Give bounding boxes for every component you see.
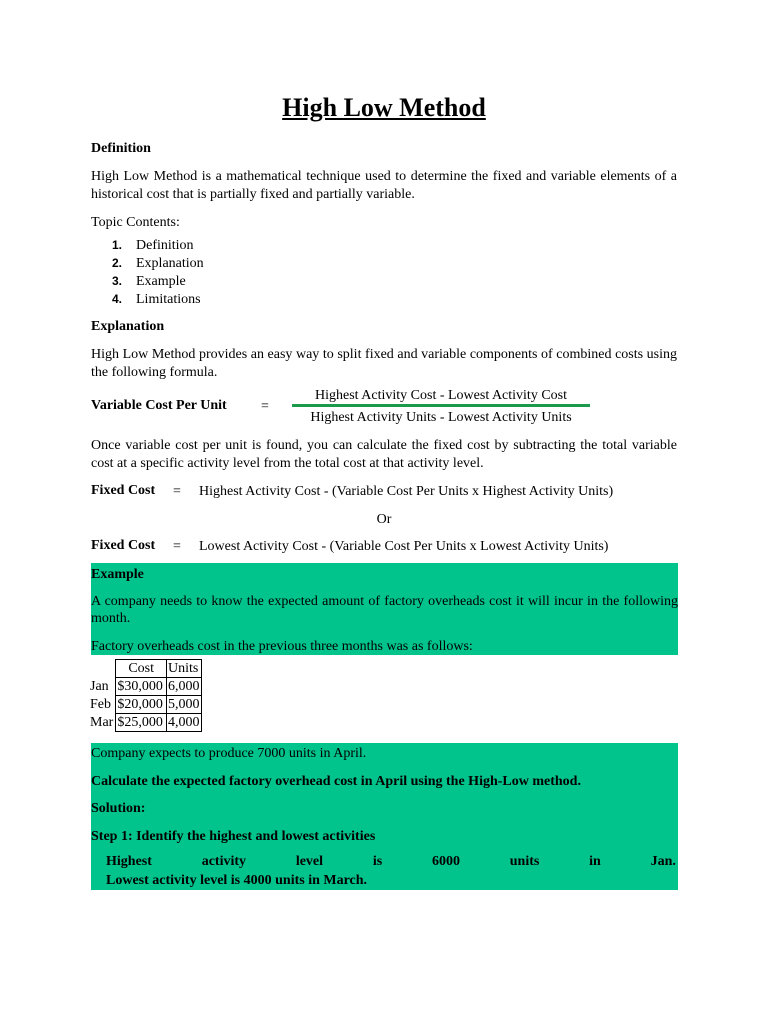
solution-highlight-block xyxy=(91,743,678,890)
cost-table xyxy=(89,659,202,732)
question-text: Calculate the expected factory overhead cost in April using the High-Low method. xyxy=(91,774,581,789)
topic-contents-label: Topic Contents: xyxy=(91,215,180,230)
row-label: Jan xyxy=(90,679,109,694)
units-cell: 4,000 xyxy=(168,715,200,730)
row-label: Feb xyxy=(90,697,111,712)
fixed-cost-equals-2: = xyxy=(173,539,181,554)
table-row xyxy=(89,678,201,696)
formula-label: Variable Cost Per Unit xyxy=(91,398,227,413)
fixed-cost-label-2: Fixed Cost xyxy=(91,538,156,553)
definition-heading: Definition xyxy=(91,141,151,156)
fixed-cost-expr-2: Lowest Activity Cost - (Variable Cost Per Units x Lowest Activity Units) xyxy=(199,539,609,554)
list-item: 4. Limitations xyxy=(112,292,201,307)
step-1-line-1: Highest activity level is 6000 units in Jan. xyxy=(106,854,676,869)
step-1-heading: Step 1: Identify the highest and lowest activities xyxy=(91,829,376,844)
example-highlight-block xyxy=(91,563,678,655)
table-row xyxy=(89,714,201,732)
units-cell: 5,000 xyxy=(168,697,200,712)
example-text-1: A company needs to know the expected amount of factory overheads cost it will incur in the following month. xyxy=(91,594,678,626)
list-item: 2. Explanation xyxy=(112,256,204,271)
fixed-cost-equals-1: = xyxy=(173,484,181,499)
topic-list xyxy=(112,236,204,308)
cost-cell: $20,000 xyxy=(116,696,167,714)
formula-equals: = xyxy=(261,399,269,414)
step-1-line-2: Lowest activity level is 4000 units in March. xyxy=(106,873,368,888)
example-heading: Example xyxy=(91,567,144,582)
cost-cell: $30,000 xyxy=(116,678,167,696)
explanation-heading: Explanation xyxy=(91,319,165,334)
fixed-cost-label-1: Fixed Cost xyxy=(91,483,156,498)
table-header-row xyxy=(89,660,201,678)
explanation-text: High Low Method provides an easy way to split fixed and variable components of combined costs using the following formula. xyxy=(91,347,677,380)
list-item: 3. Example xyxy=(112,274,186,289)
column-header-units: Units xyxy=(167,660,202,678)
or-text: Or xyxy=(376,512,392,527)
formula-numerator: Highest Activity Cost - Lowest Activity Cost xyxy=(315,388,567,403)
cost-cell: $25,000 xyxy=(116,714,167,732)
column-header-cost: Cost xyxy=(116,660,167,678)
example-text-3: Company expects to produce 7000 units in April. xyxy=(91,746,367,761)
list-item: 1. Definition xyxy=(112,238,194,253)
solution-label: Solution: xyxy=(91,801,146,816)
page-title: High Low Method xyxy=(282,93,486,122)
explanation-text-2: Once variable cost per unit is found, you can calculate the fixed cost by subtracting the total variable cost at a specific activity level from the total cost at that activity level. xyxy=(91,438,677,471)
units-cell: 6,000 xyxy=(168,679,200,694)
example-text-2: Factory overheads cost in the previous three months was as follows: xyxy=(91,639,473,654)
row-label: Mar xyxy=(90,715,114,730)
fixed-cost-expr-1: Highest Activity Cost - (Variable Cost Per Units x Highest Activity Units) xyxy=(199,484,614,499)
formula-denominator: Highest Activity Units - Lowest Activity Units xyxy=(310,410,572,425)
table-row xyxy=(89,696,201,714)
fraction-line xyxy=(292,404,590,407)
definition-text: High Low Method is a mathematical technique used to determine the fixed and variable elements of a historical cost that is partially fixed and partially variable. xyxy=(91,169,677,202)
